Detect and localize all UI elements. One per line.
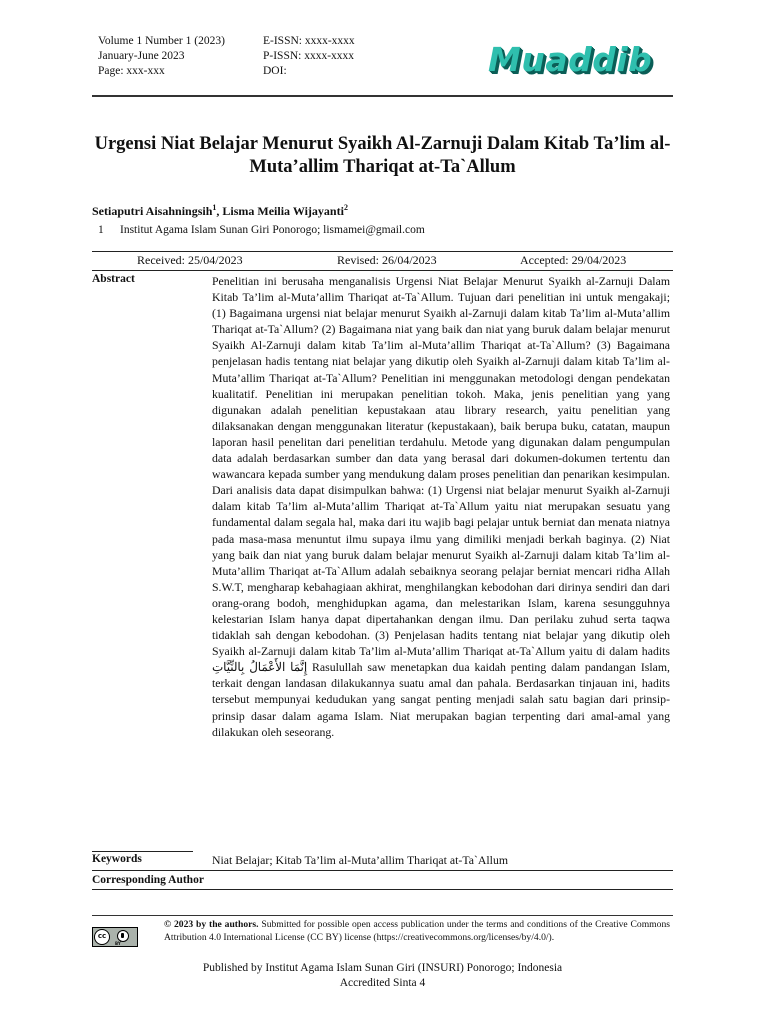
issn-info bbox=[263, 34, 355, 79]
submission-dates bbox=[92, 253, 673, 268]
author-1: Setiaputri Aisahningsih bbox=[92, 204, 213, 218]
e-issn: E-ISSN: xxxx-xxxx bbox=[263, 35, 355, 47]
dates-top-rule bbox=[92, 251, 673, 252]
corresponding-rule bbox=[92, 889, 673, 890]
license-statement: Submitted for possible open access publication under the terms and conditions of the Creative Commons Attribution 4.0 International License (CC BY) license (https://creativecommons.org/licenses/by/4.0/). bbox=[164, 919, 670, 943]
keywords-rule bbox=[92, 851, 193, 852]
issue-period: January-June 2023 bbox=[98, 50, 185, 62]
affiliation bbox=[98, 224, 425, 236]
journal-header bbox=[98, 34, 678, 94]
author-1-affil-mark: 1 bbox=[212, 203, 217, 212]
author-separator: , bbox=[216, 204, 223, 218]
revised-date: Revised: 26/04/2023 bbox=[337, 253, 437, 267]
accreditation-line: Accredited Sinta 4 bbox=[339, 977, 426, 989]
author-list bbox=[92, 203, 348, 219]
cc-by-badge[interactable] bbox=[92, 927, 138, 947]
doi: DOI: bbox=[263, 65, 287, 77]
keywords-bottom-rule bbox=[92, 870, 673, 871]
license-text bbox=[164, 918, 670, 944]
author-2: Lisma Meilia Wijayanti bbox=[222, 204, 344, 218]
keywords-text: Niat Belajar; Kitab Ta’lim al-Muta’allim Thariqat at-Ta`Allum bbox=[212, 853, 509, 867]
paper-title: Urgensi Niat Belajar Menurut Syaikh Al-Zarnuji Dalam Kitab Ta’lim al-Muta’allim Thariqat at-Ta`Allum bbox=[94, 134, 671, 177]
license-rule bbox=[92, 915, 673, 916]
publisher-line: Published by Institut Agama Islam Sunan Giri (INSURI) Ponorogo; Indonesia bbox=[202, 962, 563, 974]
header-divider bbox=[92, 95, 673, 97]
abstract-label: Abstract bbox=[92, 273, 135, 285]
abstract-body: Penelitian ini berusaha menganalisis Urgensi Niat Belajar Menurut Syaikh al-Zarnuji Dalam Kitab Ta’lim al-Muta’allim Thariqat at-Ta`Allum. Tujuan dari penelitian ini untuk mengakaji; (1) Bagaimana urgensi niat belajar menurut Syaikh al-Zarnuji dalam kitab Ta’lim al-Muta’allim Thariqat at-Ta`Allum? (2) Bagaimana niat yang baik dan niat yang buruk dalam belajar menurut Syaikh Al-Zarnuji dalam kitab Ta’lim al-Muta’allim Thariqat at-Ta`Allum? (3) Bagaimana penjelasan hadis tentang niat belajar yang dikutip oleh Syaikh al-Zarnuji dalam kitab Ta’lim al-Muta’allim Thariqat at-Ta`Allum? Penelitian ini menggunakan metodologi dengan pendekatan kualitatif. Penelitian ini merupakan penelitian tokoh. Maka, jenis penelitian yang yang digunakan adalah penelitian kepustakaan atau library research, yaitu penelitian yang dilaksanakan dengan menggunakan literatur (kepustakaan), baik berupa buku, catatan, maupun laporan hasil penelitan dari penelitian terdahulu. Metode yang digunakan dalam pengumpulan data adalah berdasarkan sumber dan data yang berasal dari dokumen-dokumen tertentu dan wawancara kepada sumber yang mendukung dalam proses penelitian dan penarikan kesimpulan. Dari analisis data dapat disimpulkan bahwa: (1) Urgensi niat belajar menurut Syaikh al-Zarnuji dalam kitab Ta’lim al-Muta’allim Thariqat at-Ta`Allum yaitu niat merupakan sesuatu yang fundamental dalam segala hal, maka dari itu wajib bagi pelajar untuk berniat dan menata niatnya pada masa-masa menuntut ilmu supaya ilmu yang dimiliki menjadi berkah baginya. (2) Niat yang baik dan niat yang buruk dalam belajar menurut Syaikh al-Zarnuji dalam kitab Ta’lim al-Muta’allim Thariqat at-Ta`Allum adalah sebaiknya seorang pelajar berniat mencari ridha Allah S.W.T, mengharap kebahagiaan akhirat, menghilangkan kebodohan dari dirinya sendiri dan dari orang-orang bodoh, menghidupkan agama, dan melestarikan Islam, karena sesungguhnya kelestarian Islam hanya dapat dipertahankan dengan ilmu. Dan perilaku zuhud serta taqwa tidaklah sah dengan kebodohan. (3) Penjelasan hadits tentang niat belajar yang dikutip oleh Syaikh al-Zarnuji dalam kitab Ta’lim al-Muta’allim Thariqat at-Ta`Allum yaitu di dalam hadits إِنَّمَا الأَعْمَالُ بِالنِّيَّاتِ Rasulullah saw menetapkan dua kaidah penting dalam pandangan Islam, terkait dengan landasan dilakukannya suatu amal dan pahala. Berdasarkan tinjauan ini, hadits tersebut mempunyai kedudukan yang sangat penting menjadi salah satu bagian dari prinsip-prinsip dasar dalam agama Islam. Niat merupakan bagian terpenting dari amal-amal yang dilakukan oleh seseorang. bbox=[212, 274, 670, 739]
keywords-label: Keywords bbox=[92, 853, 142, 865]
p-issn: P-ISSN: xxxx-xxxx bbox=[263, 50, 355, 62]
volume-info bbox=[98, 34, 225, 79]
journal-logo: Muaddib bbox=[488, 40, 653, 79]
cc-icon: cc bbox=[94, 929, 110, 945]
dates-bottom-rule bbox=[92, 270, 673, 271]
corresponding-author-label: Corresponding Author bbox=[92, 874, 204, 886]
copyright-lead: © 2023 by the authors. bbox=[164, 919, 259, 930]
affiliation-text: Institut Agama Islam Sunan Giri Ponorogo; lismamei@gmail.com bbox=[120, 224, 425, 236]
publisher-footer bbox=[92, 961, 673, 991]
author-2-affil-mark: 2 bbox=[343, 203, 348, 212]
volume-number: Volume 1 Number 1 (2023) bbox=[98, 35, 225, 47]
page-range: Page: xxx-xxx bbox=[98, 65, 165, 77]
affiliation-number: 1 bbox=[98, 224, 104, 236]
by-label: BY bbox=[115, 941, 121, 946]
received-date: Received: 25/04/2023 bbox=[137, 253, 243, 267]
accepted-date: Accepted: 29/04/2023 bbox=[520, 253, 627, 267]
